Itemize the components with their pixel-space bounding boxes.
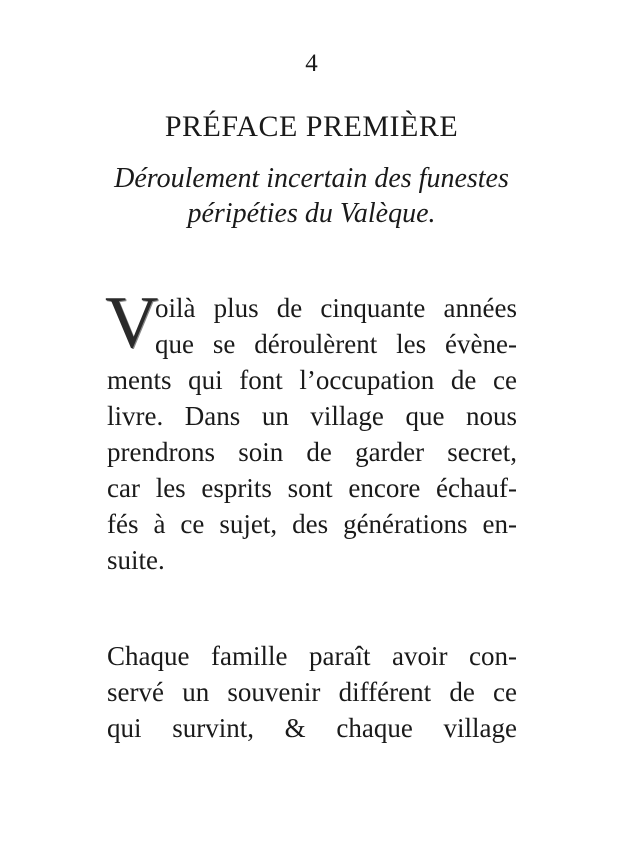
paragraph-line: car les esprits sont encore échauf- — [107, 473, 517, 503]
page-number: 4 — [305, 50, 318, 77]
paragraph-2 — [107, 638, 517, 746]
paragraph-1 — [105, 282, 517, 578]
paragraph-line: fés à ce sujet, des générations en- — [107, 509, 517, 539]
paragraph-line: ments qui font l’occupation de ce — [107, 365, 517, 395]
drop-cap: V — [105, 282, 159, 364]
paragraph-line: Chaque famille paraît avoir con- — [107, 641, 517, 671]
paragraph-line: servé un souvenir différent de ce — [107, 677, 517, 707]
chapter-subtitle-line-2: péripéties du Valèque. — [187, 198, 436, 229]
chapter-subtitle-line-1: Déroulement incertain des funestes — [114, 163, 509, 194]
paragraph-line: prendrons soin de garder secret, — [107, 437, 517, 467]
paragraph-line: qui survint, & chaque village — [107, 713, 517, 743]
paragraph-line: oilà plus de cinquante années — [155, 293, 517, 323]
chapter-title: PRÉFACE PREMIÈRE — [164, 110, 459, 143]
paragraph-line: que se déroulèrent les évène- — [155, 329, 517, 359]
paragraph-line: suite. — [107, 545, 165, 575]
paragraph-line: livre. Dans un village que nous — [107, 401, 517, 431]
